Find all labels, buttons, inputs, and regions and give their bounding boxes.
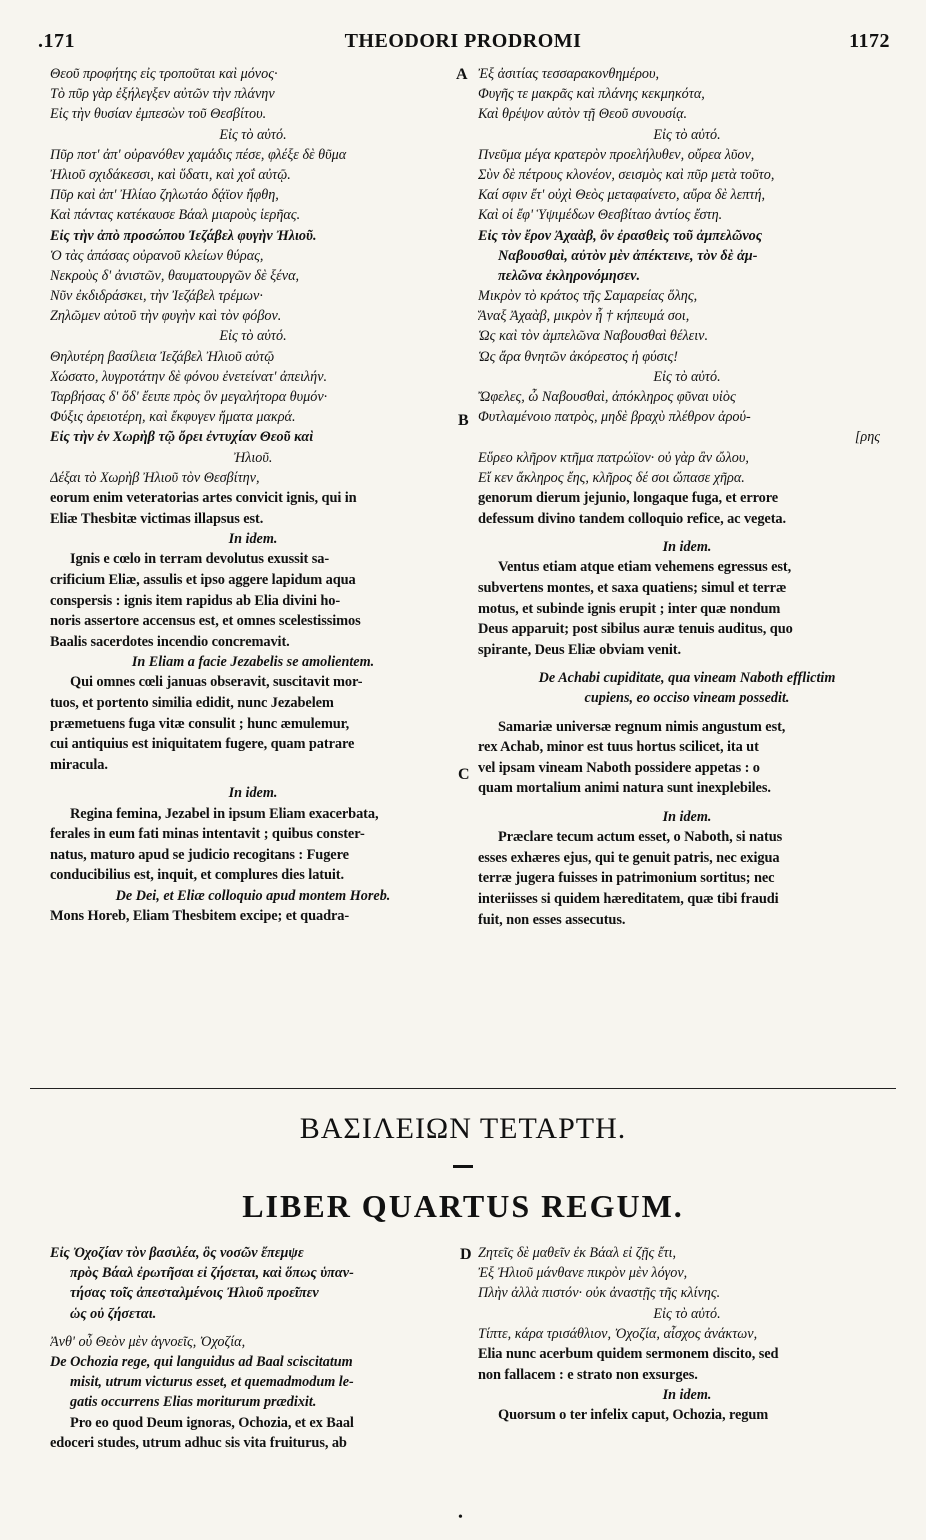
text-line: Φύξις ἀρειοτέρη, καὶ ἔκφυγεν ἤματα μακρά.: [50, 409, 296, 426]
text-line: esses exhæres ejus, qui te genuit patris, nec exigua: [478, 849, 780, 866]
page-number-left: .171: [38, 30, 75, 52]
text-line: conspersis : ignis item rapidus ab Elia divini ho-: [50, 592, 341, 609]
text-line: Εὕρεο κλῆρον κτῆμα πατρώϊον· οὐ γὰρ ἂν ὤλου,: [478, 449, 749, 466]
text-line: De Achabi cupiditate, qua vineam Naboth efflictim: [538, 670, 836, 687]
latin-book-heading: LIBER QUARTUS REGUM.: [242, 1188, 684, 1224]
text-line: Ἠλιοῦ σχιδάκεσσι, καὶ ὕδατι, καὶ χοΐ αὐτῷ.: [50, 166, 291, 183]
text-line: Καὶ οἱ ἔφ' Ὑψιμέδων Θεσβίταο ἀντίος ἔστη.: [478, 207, 723, 224]
text-line: [50, 1324, 456, 1332]
text-line: τήσας τοῖς ἀπεσταλμένοις Ἠλιοῦ προεῖπεν: [70, 1285, 319, 1302]
heading-dash: [453, 1165, 473, 1168]
section-marker-c: C: [458, 766, 470, 783]
text-line: [478, 529, 896, 537]
section-marker-a: A: [456, 66, 468, 83]
text-line: In idem.: [662, 809, 712, 826]
text-line: De Ochozia rege, qui languidus ad Baal sciscitatum: [50, 1353, 353, 1370]
text-line: In idem.: [662, 1387, 712, 1404]
text-line: Ταρβήσας δ' ὅδ' ἔειπε πρὸς ὃν μεγαλήτορα θυμόν·: [50, 389, 328, 405]
text-line: Ὁ τὰς ἁπάσας οὐρανοῦ κλείων θύρας,: [50, 247, 264, 264]
right-column-bottom: [478, 1243, 896, 1483]
text-line: Εἰς τὸ αὐτό.: [653, 1305, 721, 1322]
text-line: Deus apparuit; post sibilus auræ tenuis auditus, quo: [478, 621, 793, 638]
text-line: Ἠλιοῦ.: [233, 449, 273, 466]
text-line: Σὺν δὲ πέτρους κλονέον, σεισμὸς καὶ πῦρ μετὰ τοῦτο,: [478, 166, 775, 183]
text-line: conducibilius est, inquit, et complures dies latuit.: [50, 867, 344, 884]
text-line: In idem.: [662, 539, 712, 556]
text-line: Ὡς καὶ τὸν ἀμπελῶνα Ναβουσθαὶ θέλειν.: [478, 328, 708, 345]
text-line: Πῦρ καὶ ἀπ' Ἠλίαο ζηλωτάο δᾴϊον ἤφθη,: [50, 187, 279, 204]
text-line: Φυγῆς τε μακρᾶς καὶ πλάνης κεκμηκότα,: [478, 86, 705, 103]
text-line: non fallacem : e strato non exsurges.: [478, 1366, 698, 1383]
text-line: De Dei, et Eliæ colloquio apud montem Horeb.: [115, 888, 391, 904]
text-line: ferales in eum fati minas intentavit ; quibus conster-: [50, 826, 365, 843]
text-line: eorum enim veteratorias artes convicit ignis, qui in: [50, 489, 357, 506]
text-line: [50, 775, 456, 783]
text-line: Ignis e cœlo in terram devolutus exussit sa-: [70, 551, 330, 568]
text-line: Quorsum o ter infelix caput, Ochozia, regum: [498, 1407, 769, 1424]
text-line: motus, et subinde ignis erupit ; inter quæ nondum: [478, 600, 781, 617]
text-line: Εἰς τὸ αὐτό.: [219, 328, 287, 345]
text-line: Εἰς Ὀχοζίαν τὸν βασιλέα, ὃς νοσῶν ἔπεμψε: [50, 1245, 304, 1261]
text-line: Regina femina, Jezabel in ipsum Eliam exacerbata,: [70, 805, 379, 822]
text-line: [ρης: [854, 429, 880, 446]
text-line: In idem.: [228, 785, 278, 802]
text-line: Φυτλαμένοιο πατρὸς, μηδὲ βραχὺ πλέθρον ἀρού-: [478, 409, 751, 426]
text-line: gatis occurrens Elias moriturum prædixit.: [70, 1394, 317, 1411]
text-line: Νεκροὺς δ' ἀνιστῶν, θαυματουργῶν δὲ ξένα,: [50, 267, 300, 284]
text-line: Elia nunc acerbum quidem sermonem discito, sed: [478, 1345, 779, 1362]
text-line: præmetuens fuga vitæ consulit ; hunc æmulemur,: [50, 715, 350, 732]
text-line: Θηλυτέρη βασίλεια Ἰεζάβελ Ἠλιοῦ αὐτῷ: [50, 348, 275, 365]
text-line: quam mortalium animi natura sunt inexplebiles.: [478, 780, 771, 797]
text-line: Τὸ πῦρ γὰρ ἐξήλεγξεν αὐτῶν τὴν πλάνην: [50, 86, 275, 103]
text-line: πελῶνα ἐκληρονόμησεν.: [498, 267, 641, 284]
text-line: tuos, et portento similia edidit, nunc Jezabelem: [50, 695, 334, 712]
text-line: Καὶ πάντας κατέκαυσε Βάαλ μιαροὺς ἱερῆας.: [50, 207, 301, 224]
text-line: spirante, Deus Eliæ obviam venit.: [478, 641, 681, 658]
text-line: misit, utrum victurus esset, et quemadmodum le-: [70, 1374, 354, 1391]
text-line: Νῦν ἐκδιδράσκει, τὴν Ἰεζάβελ τρέμων·: [50, 288, 263, 305]
text-line: cui antiquius est iniquitatem fugere, quam patrare: [50, 736, 355, 753]
text-line: Εἰς τὸ αὐτό.: [653, 126, 721, 143]
text-line: Ἐξ Ἠλιοῦ μάνθανε πικρὸν μὲν λόγον,: [478, 1265, 688, 1282]
running-title: THEODORI PRODROMI: [344, 30, 582, 52]
text-line: Χώσατο, λυγροτάτην δὲ φόνου ἐνετείνατ' ἀπειλήν.: [50, 368, 328, 385]
left-column-top: [50, 64, 456, 1064]
text-line: subvertens montes, et saxa quatiens; simul et terræ: [478, 579, 787, 596]
text-line: Ἀνθ' οὗ Θεὸν μὲν ἀγνοεῖς, Ὀχοζία,: [50, 1333, 246, 1350]
text-line: Præclare tecum actum esset, o Naboth, si natus: [498, 829, 783, 846]
text-line: Εἰς τὸ αὐτό.: [653, 368, 721, 385]
text-line: Ζηλῶμεν αὐτοῦ τὴν φυγὴν καὶ τὸν φόβον.: [50, 308, 282, 325]
text-line: Εἰς τὸν ἔρον Ἀχαὰβ, ὃν ἐρασθεὶς τοῦ ἀμπελῶνος: [478, 227, 763, 244]
text-line: Ζητεῖς δὲ μαθεῖν ἐκ Βάαλ εἰ ζῇς ἔτι,: [478, 1245, 677, 1261]
text-line: Εἰς τὴν θυσίαν ἐμπεσὼν τοῦ Θεσβίτου.: [50, 106, 267, 123]
text-line: Mons Horeb, Eliam Thesbitem excipe; et quadra-: [50, 908, 350, 925]
text-line: fuit, non esses assecutus.: [478, 911, 626, 928]
text-line: interiisses si quidem hæreditatem, quæ tibi fraudi: [478, 891, 779, 907]
text-line: In Eliam a facie Jezabelis se amolientem.: [131, 654, 375, 671]
section-marker-b: B: [458, 412, 469, 429]
text-line: Qui omnes cœli januas obseravit, suscitavit mor-: [70, 674, 363, 691]
text-line: terræ jugera fuisses in patrimonium sortitus; nec: [478, 870, 775, 887]
text-line: defessum divino tandem colloquio refice, ac vegeta.: [478, 510, 786, 527]
right-column-top: [478, 64, 896, 1064]
text-line: [478, 709, 896, 717]
text-line: natus, maturo apud se judicio recogitans : Fugere: [50, 846, 349, 863]
running-header: [30, 30, 896, 58]
text-line: Εἰς τὴν ἀπὸ προσώπου Ἰεζάβελ φυγὴν Ἠλιοῦ.: [50, 227, 317, 244]
text-line: Τίπτε, κάρα τρισάθλιον, Ὀχοζία, αἶσχος ἀνάκτων,: [478, 1325, 758, 1342]
text-line: Δέξαι τὸ Χωρὴβ Ἠλιοῦ τὸν Θεσβίτην,: [50, 469, 260, 486]
section-divider-top: [30, 1088, 896, 1089]
text-line: crificium Eliæ, assulis et ipso aggere lapidum aqua: [50, 571, 356, 588]
text-line: Εἴ κεν ἄκληρος ἔης, κλῆρος δέ σοι ὤπασε χῆρα.: [478, 469, 745, 486]
text-line: [478, 799, 896, 807]
text-line: Πνεῦμα μέγα κρατερὸν προελήλυθεν, οὔρεα λῦον,: [478, 146, 755, 163]
text-line: Εἰς τὸ αὐτό.: [219, 126, 287, 143]
text-line: Pro eo quod Deum ignoras, Ochozia, et ex Baal: [70, 1414, 354, 1431]
text-line: Eliæ Thesbitæ victimas illapsus est.: [50, 510, 264, 527]
text-line: Ventus etiam atque etiam vehemens egressus est,: [498, 559, 792, 576]
text-line: πρὸς Βάαλ ἐρωτῆσαι εἰ ζήσεται, καὶ ὅπως ὑπαν-: [70, 1265, 354, 1282]
text-line: cupiens, eo occiso vineam possedit.: [584, 690, 790, 707]
left-column-bottom: [50, 1243, 456, 1483]
text-line: edoceri studes, utrum adhuc sis vita fruiturus, ab: [50, 1435, 347, 1452]
text-line: Καί σφιν ἔτ' οὐχὶ Θεὸς μεταφαίνετο, αὔρα δὲ λεπτή,: [478, 187, 766, 204]
text-line: Ἐξ ἀσιτίας τεσσαρακονθημέρου,: [478, 66, 660, 82]
text-line: ὡς οὐ ζήσεται.: [70, 1305, 157, 1322]
text-line: miracula.: [50, 756, 108, 773]
text-line: genorum dierum jejunio, longaque fuga, et errore: [478, 489, 779, 506]
text-line: vel ipsam vineam Naboth possidere appetas : o: [478, 759, 760, 776]
footer-mark: •: [458, 1510, 463, 1525]
text-line: Πῦρ ποτ' ἀπ' οὐρανόθεν χαμάδις πέσε, φλέξε δὲ θῦμα: [50, 146, 347, 163]
greek-book-heading: ΒΑΣΙΛΕΙΩΝ ΤΕΤΑΡΤΗ.: [299, 1112, 627, 1145]
text-line: Θεοῦ προφήτης εἰς τροποῦται καὶ μόνος·: [50, 66, 278, 82]
page-number-right: 1172: [849, 30, 890, 52]
text-line: Samariæ universæ regnum nimis angustum est,: [498, 718, 786, 735]
text-line: Καὶ θρέψον αὐτὸν τῇ Θεοῦ συνουσίᾳ.: [478, 106, 688, 123]
text-line: Baalis sacerdotes incendio concremavit.: [50, 633, 290, 650]
text-line: Ἄναξ Ἀχαὰβ, μικρὸν ἦ † κήπευμά σοι,: [478, 308, 690, 325]
text-line: Εἰς τὴν ἐν Χωρὴβ τῷ ὄρει ἐντυχίαν Θεοῦ καὶ: [50, 429, 314, 446]
text-line: rex Achab, minor est tuus hortus scilicet, ita ut: [478, 739, 759, 756]
text-line: Ὤφελες, ὦ Ναβουσθαὶ, ἀπόκληρος φῦναι υἱὸς: [478, 389, 736, 405]
text-line: In idem.: [228, 531, 278, 548]
text-line: Ὡς ἄρα θνητῶν ἀκόρεστος ἡ φύσις!: [478, 348, 679, 365]
text-line: Πλὴν ἀλλὰ πιστόν· οὐκ ἀναστῇς τῆς κλίνης.: [478, 1285, 721, 1302]
section-marker-d: D: [460, 1246, 472, 1263]
text-line: noris assertore accensus est, et omnes scelestissimos: [50, 613, 361, 630]
text-line: [478, 660, 896, 668]
text-line: Μικρὸν τὸ κράτος τῆς Σαμαρείας ὅλης,: [478, 288, 698, 305]
text-line: Ναβουσθαὶ, αὐτὸν μὲν ἀπέκτεινε, τὸν δὲ ἀμ-: [498, 247, 758, 264]
